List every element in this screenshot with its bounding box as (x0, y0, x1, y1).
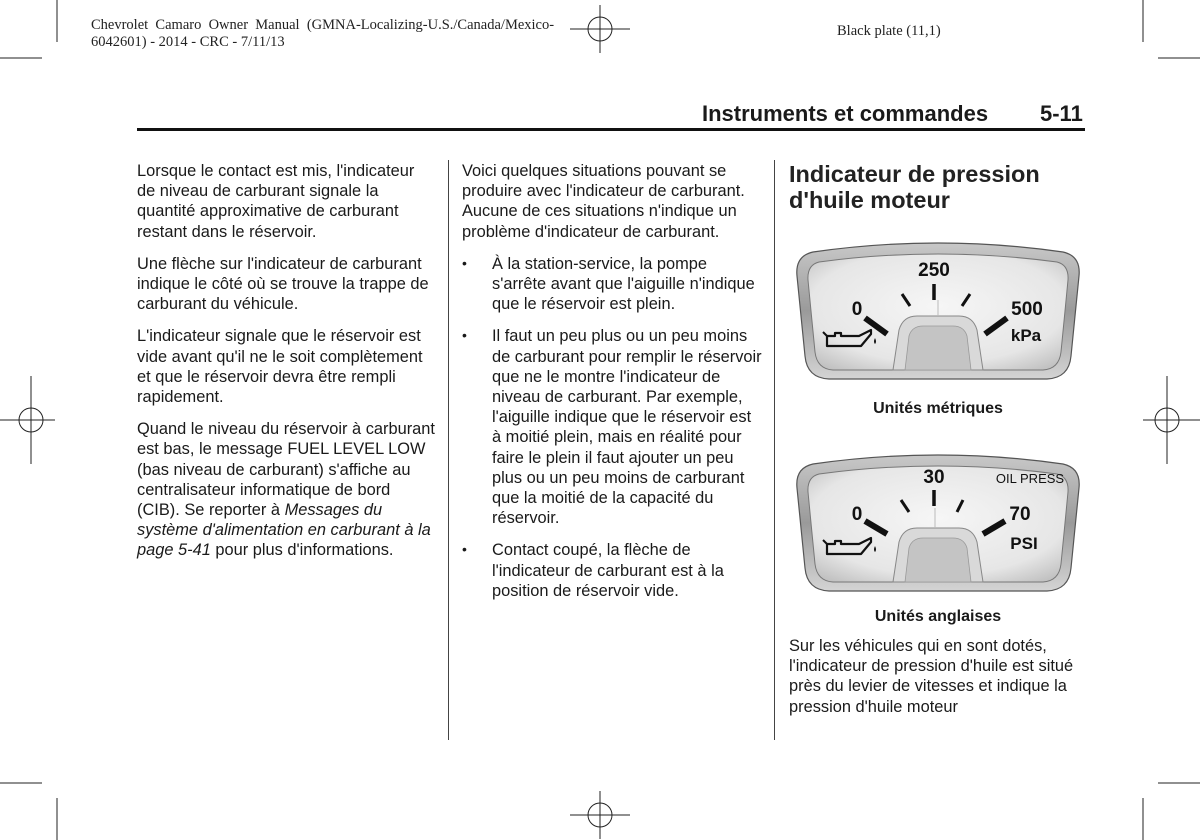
gauge-unit: kPa (1010, 326, 1042, 345)
section-heading: Indicateur de pression d'huile moteur (789, 161, 1040, 213)
paragraph: L'indicateur signale que le réservoir est vide avant qu'il ne le soit complètement et que le réservoir devra être rempli rapidement. (137, 327, 423, 407)
gauge-label-min: 0 (851, 299, 863, 320)
paragraph: Sur les véhicules qui en sont dotés, l'indicateur de pression d'huile est situé près du levier de vitesses et indique la pression d'huile moteur (789, 637, 1074, 716)
gauge-label-min: 0 (851, 504, 863, 525)
oil-pressure-gauge-english (795, 450, 1081, 596)
paragraph-text: pour plus d'informations. (210, 541, 394, 560)
section-title: Instruments et commandes (702, 101, 989, 126)
paragraph: Une flèche sur l'indicateur de carburant indique le côté où se trouve la trappe de carburant du véhicule. (137, 254, 429, 314)
bullet-icon: • (462, 327, 467, 344)
figure-caption: Unités métriques (873, 400, 1003, 417)
gauge-title: OIL PRESS (995, 471, 1065, 486)
meta-line-2: 6042601) - 2014 - CRC - 7/11/13 (91, 34, 285, 50)
column-divider (774, 160, 775, 740)
oil-pressure-gauge-metric (795, 238, 1081, 384)
paragraph: Lorsque le contact est mis, l'indicateur de niveau de carburant signale la quantité approximative de carburant restant dans le réservoir. (137, 162, 415, 241)
registration-target-bottom (570, 791, 630, 839)
column-2 (462, 161, 764, 613)
gauge-label-max: 500 (1011, 299, 1043, 320)
bullet-icon: • (462, 541, 467, 558)
gauge-unit: PSI (1010, 534, 1038, 553)
registration-target-left (0, 376, 55, 464)
column-1 (137, 161, 435, 573)
paragraph: Voici quelques situations pouvant se produire avec l'indicateur de carburant. Aucune de ces situations n'indique un problème d'indicateur de carburant. (462, 162, 745, 241)
gauge-label-max: 70 (1009, 504, 1031, 525)
plate-label: Black plate (11,1) (837, 23, 941, 39)
bullet-icon: • (462, 254, 467, 271)
paragraph (137, 419, 435, 560)
document-meta (91, 17, 554, 51)
list-item (462, 326, 764, 528)
registration-target-right (1143, 376, 1200, 464)
column-divider (448, 160, 449, 740)
column-3-body (789, 636, 1085, 729)
list-item-text: Il faut un peu plus ou un peu moins de carburant pour remplir le réservoir que ne le montre l'indicateur de niveau de carburant. Par exemple, l'aiguille indique que le réservoir est à moitié plein, mais en réalité pour faire le plein il faut ajouter un peu plus ou un peu moins de carburant que la moitié de la capacité du réservoir. (492, 327, 762, 528)
figure-caption: Unités anglaises (874, 608, 1002, 625)
gauge-label-mid: 30 (923, 467, 945, 488)
header-rule (137, 128, 1085, 131)
paragraph-text: Quand le niveau du réservoir à carburant est bas, le message FUEL LEVEL LOW (bas niveau de carburant) s'affiche au centralisateur informatique de bord (CIB). Se reporter à (137, 420, 435, 520)
list-item (462, 540, 764, 601)
gauge-label-mid: 250 (918, 260, 950, 281)
cross-reference-link[interactable]: Messages du système d'alimentation en carburant à la page 5-41 (137, 501, 431, 560)
list-item-text: À la station-service, la pompe s'arrête avant que l'aiguille n'indique que le réservoir est plein. (492, 254, 755, 314)
list-item (462, 254, 764, 315)
list-item-text: Contact coupé, la flèche de l'indicateur de carburant est à la position de réservoir vide. (492, 541, 724, 600)
registration-target-top (570, 5, 630, 53)
page-number: 5-11 (1040, 101, 1083, 126)
bullet-list (462, 254, 764, 601)
meta-line-1: Chevrolet Camaro Owner Manual (GMNA-Localizing-U.S./Canada/Mexico- (91, 17, 555, 33)
